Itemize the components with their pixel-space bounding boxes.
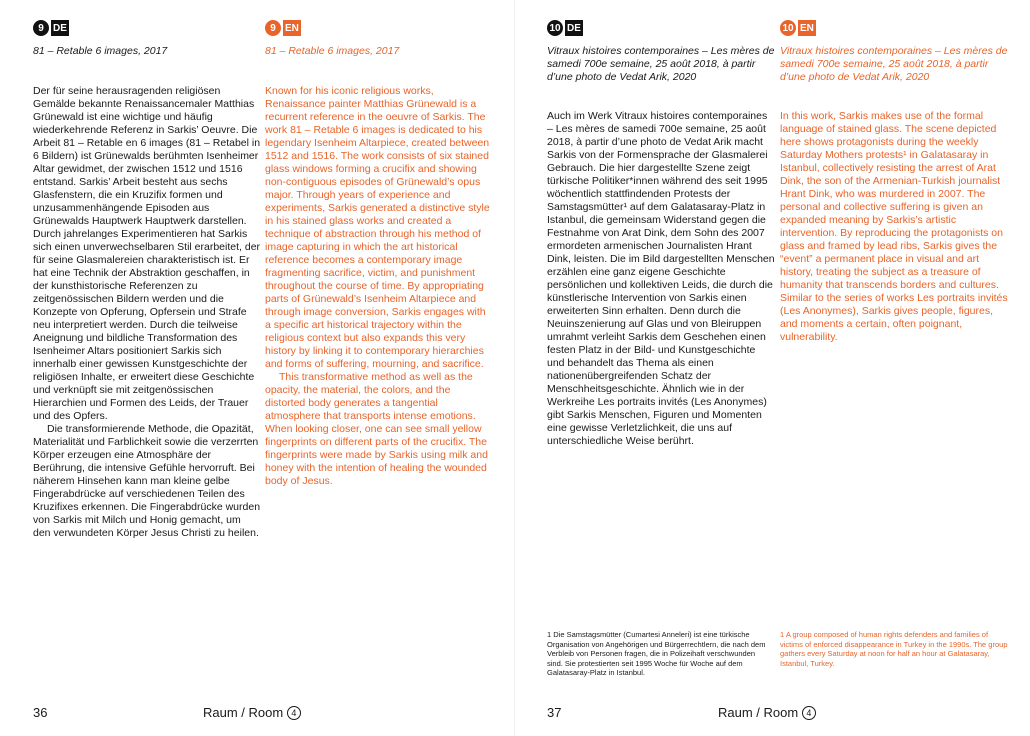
running-head xyxy=(203,705,301,720)
paragraph: Known for his iconic religious works, Renaissance painter Matthias Grünewald is a recurrent reference in the oeuvre of Sarkis. The work 81 – Retable 6 images is dedicated to his legendary Isenheim Altarpiece, created between 1512 and 1516. The work consists of six stained glass windows forming a crucifix and showing non-contiguous episodes of Grünewald’s opus major. Through years of experience and experiments, Sarkis generated a distinctive style in his stained glass works and created a technique of abstraction through his method of image capturing in which the art historical reference becomes a contemporary image fragmenting sacrifice, victim, and punishment throughout the course of time. By appropriating parts of Grünewald’s Isenheim Altarpiece and through image conversion, Sarkis engages with a specific art historical trajectory within the religious context but also expands this very history by linking it to contemporary hierarchies and forms of suffering, mourning, and sacrifice. xyxy=(265,85,490,370)
paragraph: Auch im Werk Vitraux histoires contemporaines – Les mères de samedi 700e semaine, 25 août 2018, à partir d’une photo de Vedat Arik macht Sarkis von der Formensprache der Glasmalerei Gebrauch. Die hier dargestellte Szene zeigt türkische Politiker*innen während des seit 1995 wöchentlich stattfindenden Protests der Samstagsmütter¹ auf dem Galatasaray-Platz in Istanbul, die gemeinsam Widerstand gegen die Festnahme von Arat Dink, dem Sohn des 2007 ermordeten armenischen Journalisten Hrant Dink, leisten. Die im Bild dargestellten Menschen erzählen eine ganz eigene Geschichte persönlichen und kollektiven Leids, die durch die künstlerische Intervention von Sarkis einen erweiterten Sinn erhalten. Denn durch die Neuinszenierung auf Glas und von Bleiruppen umrahmt verleiht Sarkis dem Geschehen einen festen Platz in der Bild- und Kunstgeschichte und behandelt das Thema als einen nationenübergreifenden Schatz der Menschheitsgeschichte. Ähnlich wie in der Werkreihe Les portraits invités (Les Anonymes) gibt Sarkis Menschen, Figuren und Momenten eine gewisse Verletzlichkeit, die uns auf unterschiedliche Weise berührt. xyxy=(547,110,775,447)
section-number: 10 xyxy=(780,20,796,36)
body-text xyxy=(265,85,490,488)
language-tag: EN xyxy=(798,20,816,36)
language-tag: EN xyxy=(283,20,301,36)
section-number: 9 xyxy=(33,20,49,36)
language-tag: DE xyxy=(565,20,583,36)
running-head-text: Raum / Room xyxy=(203,705,284,720)
section-badge-de xyxy=(547,20,775,36)
footnote-de: 1 Die Samstagsmütter (Cumartesi Anneleri) ist eine türkische Organisation von Angehörigen und Bürgerrechtlern, die nach dem Verbleib von Personen fragen, die in Polizeihaft verschwunden sind. Sie protestierten seit 1995 Woche für Woche auf dem Galatasaray-Platz in Istanbul. xyxy=(547,630,766,677)
body-text xyxy=(33,85,261,540)
column-de-right xyxy=(547,20,775,448)
artwork-title: 81 – Retable 6 images, 2017 xyxy=(265,45,400,57)
running-head-text: Raum / Room xyxy=(718,705,799,720)
paragraph: This transformative method as well as the opacity, the material, the colors, and the distorted body generates a tangential atmosphere that transports intense emotions. When looking closer, one can see small yellow fingerprints on different parts of the crucifix. The fingerprints were made by Sarkis using milk and honey with the intention of healing the wounded body of Jesus. xyxy=(265,371,488,487)
paragraph: Die transformierende Methode, die Opazität, Materialität und Farblichkeit sowie die verzerrten Körper erzeugen eine Atmosphäre der Berührung, die intensive Gefühle hervorruft. Bei näherem Hinsehen kann man kleine gelbe Fingerabdrücke auf verschiedenen Teilen des Kruzifixes erkennen. Die Fingerabdrücke wurden von Sarkis mit Milch und Honig gemacht, um den verwundeten Körper Jesus Christi zu heilen. xyxy=(33,423,261,539)
section-number: 10 xyxy=(547,20,563,36)
section-badge-de xyxy=(33,20,261,36)
right-page xyxy=(515,0,1030,736)
language-tag: DE xyxy=(51,20,69,36)
paragraph: Der für seine herausragenden religiösen Gemälde bekannte Renaissancemaler Matthias Grünewald ist eine wichtige und häufig wiederkehrende Referenz in Sarkis’ Oeuvre. Die Arbeit 81 – Retable en 6 images (81 – Retabel in 6 Bildern) ist Grünewalds berühmten Isenheimer Altar gewidmet, der zwischen 1512 und 1516 entstand. Sarkis’ Arbeit besteht aus sechs Glasfenstern, die ein Kruzifix formen und unzusammenhängende Episoden aus Grünewalds Hauptwerk Hauptwerk darstellen. Durch jahrelanges Experimentieren hat Sarkis sich einen unverwechselbaren Stil erarbeitet, der für seine Glasmalereien charakteristisch ist. Er hat eine Technik der Abstraktion geschaffen, in der kunsthistorische Referenzen zu zeitgenössischen Bildern werden und die Konzepte von Opferung, Opfersein und Strafe neu interpretiert werden. Durch die teilweise Aneignung und bildliche Transformation des Isenheimer Altars positioniert Sarkis sich innerhalb einer gewissen Kunstgeschichte der religiösen Inhalte, er erweitert diese Geschichte und verknüpft sie mit zeitgenössischen Hierarchien und Formen des Leids, der Trauer und des Opfers. xyxy=(33,85,261,422)
artwork-title: Vitraux histoires contemporaines – Les mères de samedi 700e semaine, 25 août 2018, à partir d’une photo de Vedat Arik, 2020 xyxy=(547,45,775,83)
column-en-right xyxy=(780,20,1008,344)
section-badge-en xyxy=(780,20,1008,36)
footnote-en: 1 A group composed of human rights defenders and families of victims of enforced disappearance in Turkey in the 1990s. The group gathers every Saturday at noon for half an hour at Galatasaray, Istanbul, Turkey. xyxy=(780,630,1008,668)
running-head xyxy=(718,705,816,720)
page-number: 37 xyxy=(547,705,562,720)
artwork-title: 81 – Retable 6 images, 2017 xyxy=(33,45,168,57)
body-text xyxy=(780,110,1008,344)
body-text xyxy=(547,110,775,448)
page-number: 36 xyxy=(33,705,48,720)
room-number-badge: 4 xyxy=(287,706,301,720)
section-number: 9 xyxy=(265,20,281,36)
column-de-left xyxy=(33,20,261,540)
column-en-left xyxy=(265,20,490,488)
artwork-title: Vitraux histoires contemporaines – Les mères de samedi 700e semaine, 25 août 2018, à partir d’une photo de Vedat Arik, 2020 xyxy=(780,45,1008,83)
paragraph: In this work, Sarkis makes use of the formal language of stained glass. The scene depicted here shows protagonists during the weekly Saturday Mothers protests¹ in Galatasaray in Istanbul, collectively resisting the arrest of Arat Dink, the son of the Armenian-Turkish journalist Hrant Dink, who was murdered in 2007. The personal and collective suffering is given an expanded meaning by Sarkis’s artistic intervention. By reproducing the protagonists on glass and framed by lead ribs, Sarkis gives the “event” a permanent place in visual and art history, treating the subject as a treasure of humanity that transcends borders and cultures. Similar to the series of works Les portraits invités (Les Anonymes), Sarkis gives people, figures, and moments a certain, often poignant, vulnerability. xyxy=(780,110,1008,343)
room-number-badge: 4 xyxy=(802,706,816,720)
section-badge-en xyxy=(265,20,490,36)
